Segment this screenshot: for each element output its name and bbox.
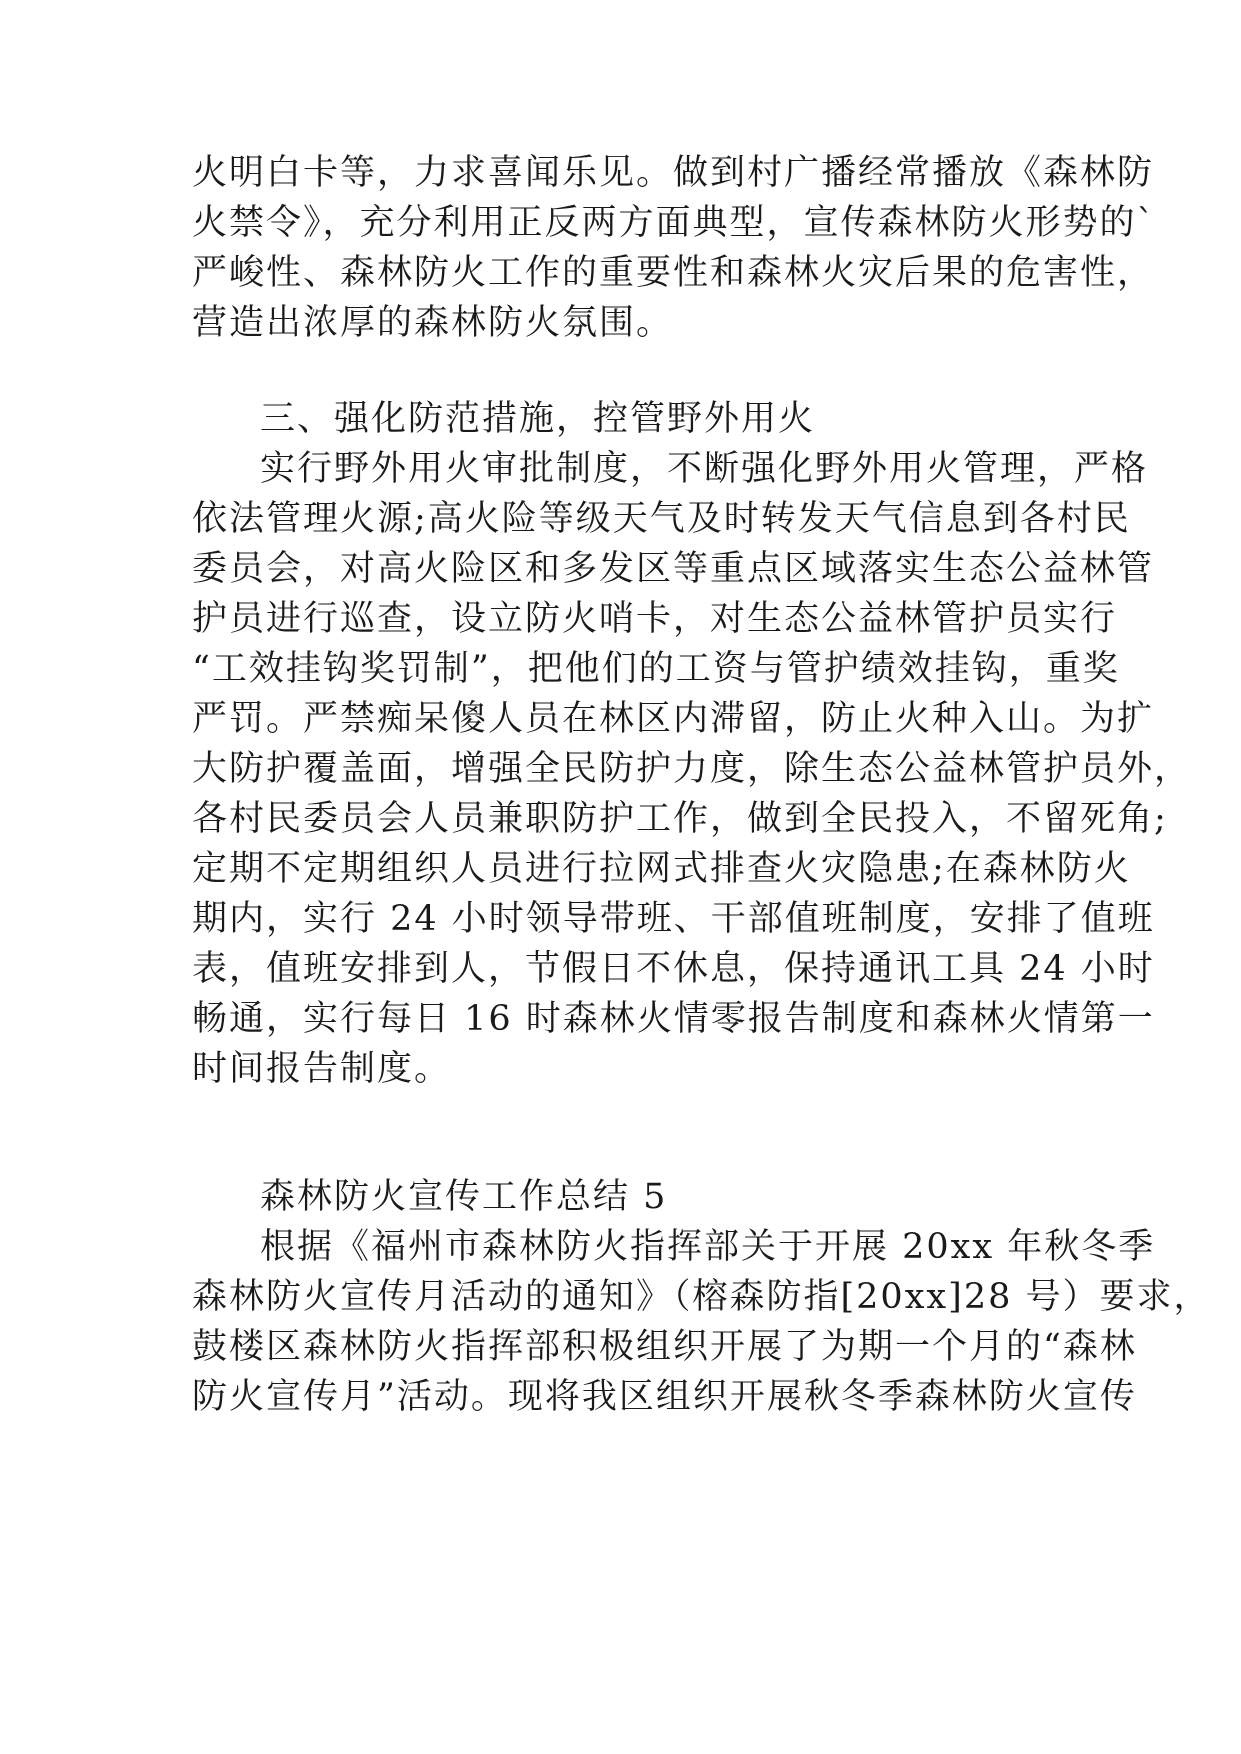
text-line: 森林防火宣传月活动的通知》（榕森防指[20xx]28 号）要求，: [192, 1277, 1211, 1317]
text-line: 委员会，对高火险区和多发区等重点区域落实生态公益林管: [192, 549, 1155, 589]
section-heading: 三、强化防范措施，控管野外用火: [260, 399, 816, 439]
text-line: 防火宣传月”活动。现将我区组织开展秋冬季森林防火宣传: [192, 1377, 1137, 1417]
text-line: 护员进行巡查，设立防火哨卡，对生态公益林管护员实行: [192, 599, 1118, 639]
text-line: 定期不定期组织人员进行拉网式排查火灾隐患;在森林防火: [192, 849, 1131, 889]
text-line: 大防护覆盖面，增强全民防护力度，除生态公益林管护员外，: [192, 749, 1192, 789]
text-line: “工效挂钩奖罚制”，把他们的工资与管护绩效挂钩，重奖: [192, 649, 1120, 689]
text-line: 火明白卡等，力求喜闻乐见。做到村广播经常播放《森林防: [192, 153, 1155, 193]
text-line: 根据《福州市森林防火指挥部关于开展 20xx 年秋冬季: [260, 1227, 1156, 1267]
section-title: 森林防火宣传工作总结 5: [260, 1177, 668, 1217]
text-line: 各村民委员会人员兼职防护工作，做到全民投入，不留死角;: [192, 799, 1168, 839]
text-line: 鼓楼区森林防火指挥部积极组织开展了为期一个月的“森林: [192, 1327, 1137, 1367]
text-line: 畅通，实行每日 16 时森林火情零报告制度和森林火情第一: [192, 999, 1155, 1039]
text-line: 时间报告制度。: [192, 1049, 452, 1089]
text-line: 严罚。严禁痴呆傻人员在林区内滞留，防止火种入山。为扩: [192, 699, 1155, 739]
text-line: 表，值班安排到人，节假日不休息，保持通讯工具 24 小时: [192, 949, 1155, 989]
text-line: 期内，实行 24 小时领导带班、干部值班制度，安排了值班: [192, 899, 1155, 939]
text-line: 实行野外用火审批制度，不断强化野外用火管理，严格: [260, 449, 1149, 489]
text-line: 依法管理火源;高火险等级天气及时转发天气信息到各村民: [192, 499, 1131, 539]
text-line: 火禁令》，充分利用正反两方面典型，宣传森林防火形势的`: [192, 203, 1157, 243]
text-line: 严峻性、森林防火工作的重要性和森林火灾后果的危害性，: [192, 253, 1155, 293]
text-line: 营造出浓厚的森林防火氛围。: [192, 303, 674, 343]
